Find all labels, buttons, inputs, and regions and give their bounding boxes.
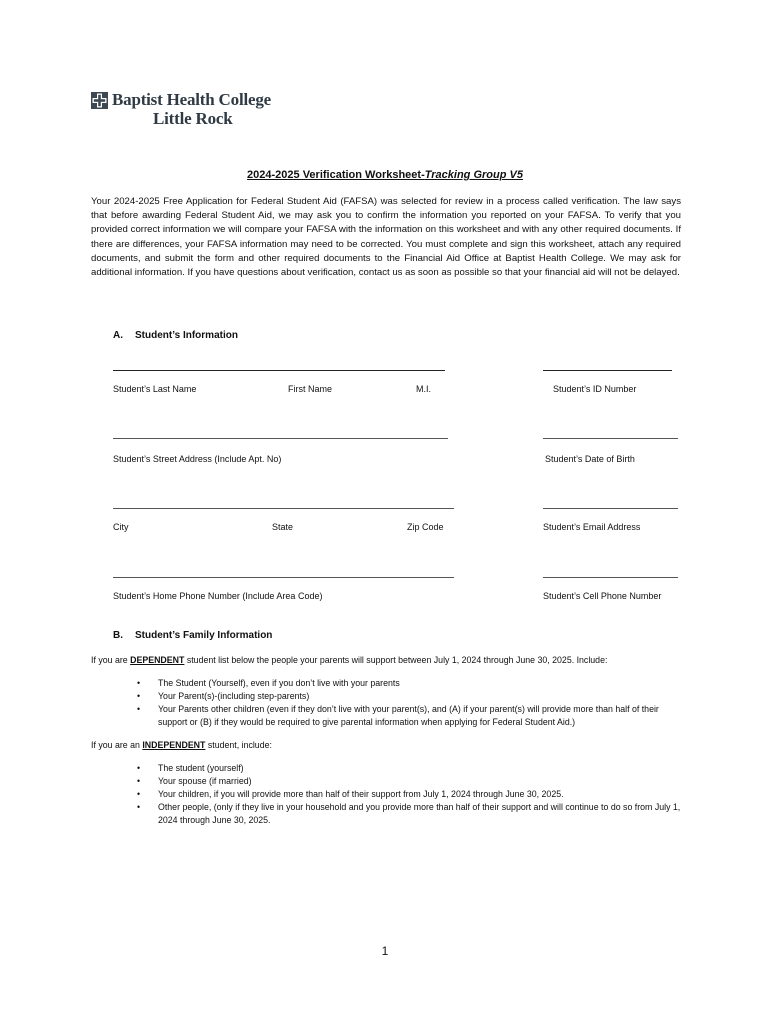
student-id-line[interactable] (543, 370, 672, 371)
section-b-heading (113, 630, 272, 641)
list-item: • Your children, if you will provide more than half of their support from July 1, 2024 through June 30, 2025. (137, 788, 682, 801)
intro-paragraph: Your 2024-2025 Free Application for Federal Student Aid (FAFSA) was selected for review in a process called verification. The law says that before awarding Federal Student Aid, we may ask you to confirm the information you reported on your FAFSA. To verify that you provided correct information we will compare your FAFSA with the information on this worksheet and with any other required documents. If there are differences, your FAFSA information may need to be corrected. You must complete and sign this worksheet, attach any required documents, and submit the form and other required documents to the Financial Aid Office at Baptist Health College. We may ask for additional information. If you have questions about verification, contact us as soon as possible so that your financial aid will not be delayed. (91, 196, 681, 279)
list-item: • Your spouse (if married) (137, 775, 682, 788)
section-b-title: Student’s Family Information (135, 630, 273, 641)
list-item: • The Student (Yourself), even if you don’t live with your parents (137, 677, 682, 690)
home-phone-line[interactable] (113, 577, 454, 578)
name-line[interactable] (113, 370, 445, 371)
label-city: City (113, 522, 129, 532)
email-line[interactable] (543, 508, 678, 509)
dependent-list (137, 677, 682, 729)
label-last-name: Student’s Last Name (113, 384, 197, 394)
independent-suffix: student, include: (205, 740, 272, 750)
dependent-prefix: If you are (91, 655, 131, 665)
label-email: Student’s Email Address (543, 522, 641, 532)
title-main: 2024-2025 Verification Worksheet- (247, 169, 425, 181)
section-b-letter: B. (113, 630, 123, 641)
section-a-title: Student’s Information (135, 330, 238, 341)
section-a-heading (113, 330, 238, 341)
label-mi: M.I. (416, 384, 431, 394)
label-dob: Student’s Date of Birth (545, 454, 635, 464)
dependent-instructions (91, 655, 607, 665)
section-a-letter: A. (113, 330, 123, 341)
independent-instructions (91, 740, 272, 750)
page-number: 1 (381, 944, 389, 958)
label-state: State (272, 522, 294, 532)
list-item: • The student (yourself) (137, 762, 682, 775)
independent-keyword: INDEPENDENT (142, 740, 206, 750)
label-home-phone: Student’s Home Phone Number (Include Area Code) (113, 591, 323, 601)
dependent-suffix: student list below the people your parents will support between July 1, 2024 through June 30, 2025. Include: (184, 655, 608, 665)
label-first-name: First Name (288, 384, 333, 394)
title-tracking-group: Tracking Group V5 (424, 169, 523, 181)
dob-line[interactable] (543, 438, 678, 439)
label-cell-phone: Student’s Cell Phone Number (543, 591, 662, 601)
baptist-health-cross-logo-icon (91, 92, 108, 109)
list-item: • Your Parents other children (even if they don’t live with your parent(s), and (A) if your parent(s) will provide more than half of their support or (B) if they would be required to give parental information when applying for Federal Student Aid.) (137, 703, 682, 729)
college-name: Baptist Health College (112, 90, 271, 109)
street-address-line[interactable] (113, 438, 448, 439)
college-campus: Little Rock (153, 109, 233, 128)
independent-list (137, 762, 682, 827)
list-item: • Your Parent(s)-(including step-parents) (137, 690, 682, 703)
independent-prefix: If you are an (91, 740, 143, 750)
label-zip: Zip Code (407, 522, 444, 532)
label-street-address: Student’s Street Address (Include Apt. No) (113, 454, 282, 464)
page-title (0, 169, 770, 181)
dependent-keyword: DEPENDENT (130, 655, 185, 665)
label-student-id: Student’s ID Number (553, 384, 637, 394)
cell-phone-line[interactable] (543, 577, 678, 578)
city-state-zip-line[interactable] (113, 508, 454, 509)
list-item: • Other people, (only if they live in your household and you provide more than half of their support and will continue to do so from July 1, 2024 through June 30, 2025. (137, 801, 682, 827)
